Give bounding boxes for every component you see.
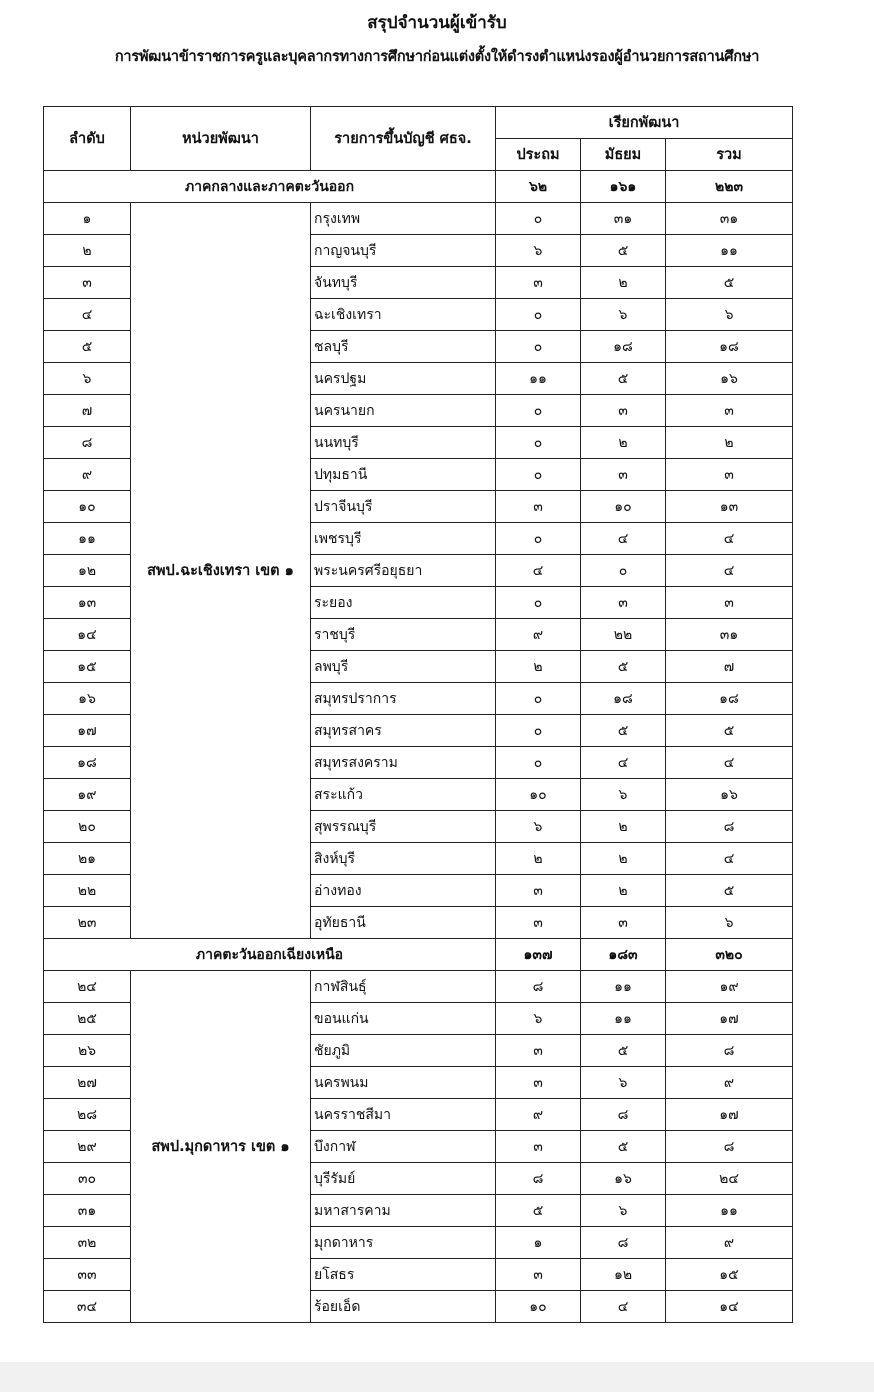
primary-count: ๐ bbox=[496, 203, 581, 235]
province-name: ยโสธร bbox=[311, 1259, 496, 1291]
total-count: ๕ bbox=[666, 715, 793, 747]
total-count: ๙ bbox=[666, 1067, 793, 1099]
secondary-count: ๑๒ bbox=[581, 1259, 666, 1291]
primary-count: ๙ bbox=[496, 1099, 581, 1131]
row-number: ๒๔ bbox=[44, 971, 131, 1003]
region-primary-total: ๑๓๗ bbox=[496, 939, 581, 971]
province-name: นครราชสีมา bbox=[311, 1099, 496, 1131]
primary-count: ๓ bbox=[496, 491, 581, 523]
secondary-count: ๖ bbox=[581, 779, 666, 811]
province-name: ราชบุรี bbox=[311, 619, 496, 651]
col-header-unit: หน่วยพัฒนา bbox=[131, 107, 311, 171]
row-number: ๑๙ bbox=[44, 779, 131, 811]
secondary-count: ๕ bbox=[581, 235, 666, 267]
primary-count: ๖ bbox=[496, 235, 581, 267]
secondary-count: ๖ bbox=[581, 299, 666, 331]
total-count: ๑๔ bbox=[666, 1291, 793, 1323]
col-header-primary: ประถม bbox=[496, 139, 581, 171]
secondary-count: ๑๑ bbox=[581, 971, 666, 1003]
row-number: ๑๒ bbox=[44, 555, 131, 587]
province-name: สมุทรปราการ bbox=[311, 683, 496, 715]
region-row bbox=[44, 939, 793, 971]
total-count: ๘ bbox=[666, 1035, 793, 1067]
row-number: ๓๔ bbox=[44, 1291, 131, 1323]
total-count: ๑๘ bbox=[666, 683, 793, 715]
total-count: ๔ bbox=[666, 555, 793, 587]
primary-count: ๒ bbox=[496, 651, 581, 683]
row-number: ๑๓ bbox=[44, 587, 131, 619]
total-count: ๘ bbox=[666, 1131, 793, 1163]
total-count: ๓๑ bbox=[666, 619, 793, 651]
secondary-count: ๒๒ bbox=[581, 619, 666, 651]
primary-count: ๐ bbox=[496, 331, 581, 363]
province-name: นนทบุรี bbox=[311, 427, 496, 459]
secondary-count: ๔ bbox=[581, 523, 666, 555]
primary-count: ๓ bbox=[496, 875, 581, 907]
province-name: สมุทรสงคราม bbox=[311, 747, 496, 779]
row-number: ๒๑ bbox=[44, 843, 131, 875]
province-name: สุพรรณบุรี bbox=[311, 811, 496, 843]
province-name: มุกดาหาร bbox=[311, 1227, 496, 1259]
primary-count: ๑๐ bbox=[496, 1291, 581, 1323]
page-subtitle: การพัฒนาข้าราชการครูและบุคลากรทางการศึกษาก่อนแต่งตั้งให้ดำรงตำแหน่งรองผู้อำนวยการสถานศึกษา bbox=[114, 49, 760, 65]
primary-count: ๐ bbox=[496, 459, 581, 491]
row-number: ๑๕ bbox=[44, 651, 131, 683]
province-name: ปราจีนบุรี bbox=[311, 491, 496, 523]
secondary-count: ๓ bbox=[581, 459, 666, 491]
province-name: กรุงเทพ bbox=[311, 203, 496, 235]
secondary-count: ๕ bbox=[581, 651, 666, 683]
row-number: ๔ bbox=[44, 299, 131, 331]
total-count: ๕ bbox=[666, 875, 793, 907]
secondary-count: ๔ bbox=[581, 1291, 666, 1323]
row-number: ๑๑ bbox=[44, 523, 131, 555]
primary-count: ๓ bbox=[496, 1035, 581, 1067]
row-number: ๓๐ bbox=[44, 1163, 131, 1195]
total-count: ๒ bbox=[666, 427, 793, 459]
region-secondary-total: ๑๘๓ bbox=[581, 939, 666, 971]
primary-count: ๐ bbox=[496, 395, 581, 427]
row-number: ๒๘ bbox=[44, 1099, 131, 1131]
province-name: บุรีรัมย์ bbox=[311, 1163, 496, 1195]
primary-count: ๐ bbox=[496, 715, 581, 747]
province-name: ร้อยเอ็ด bbox=[311, 1291, 496, 1323]
secondary-count: ๒ bbox=[581, 875, 666, 907]
total-count: ๔ bbox=[666, 523, 793, 555]
region-secondary-total: ๑๖๑ bbox=[581, 171, 666, 203]
province-name: ลพบุรี bbox=[311, 651, 496, 683]
table-row bbox=[44, 971, 793, 1003]
region-row bbox=[44, 171, 793, 203]
secondary-count: ๐ bbox=[581, 555, 666, 587]
secondary-count: ๒ bbox=[581, 267, 666, 299]
total-count: ๔ bbox=[666, 747, 793, 779]
total-count: ๑๑ bbox=[666, 235, 793, 267]
secondary-count: ๒ bbox=[581, 843, 666, 875]
secondary-count: ๖ bbox=[581, 1067, 666, 1099]
province-name: เพชรบุรี bbox=[311, 523, 496, 555]
total-count: ๓ bbox=[666, 395, 793, 427]
col-header-secondary: มัธยม bbox=[581, 139, 666, 171]
province-name: จันทบุรี bbox=[311, 267, 496, 299]
province-name: กาญจนบุรี bbox=[311, 235, 496, 267]
secondary-count: ๓ bbox=[581, 395, 666, 427]
total-count: ๑๑ bbox=[666, 1195, 793, 1227]
total-count: ๒๔ bbox=[666, 1163, 793, 1195]
row-number: ๑๖ bbox=[44, 683, 131, 715]
row-number: ๒๗ bbox=[44, 1067, 131, 1099]
row-number: ๓๓ bbox=[44, 1259, 131, 1291]
secondary-count: ๕ bbox=[581, 1131, 666, 1163]
secondary-count: ๑๘ bbox=[581, 331, 666, 363]
secondary-count: ๑๖ bbox=[581, 1163, 666, 1195]
secondary-count: ๔ bbox=[581, 747, 666, 779]
secondary-count: ๘ bbox=[581, 1099, 666, 1131]
total-count: ๑๕ bbox=[666, 1259, 793, 1291]
summary-table bbox=[43, 106, 793, 1323]
total-count: ๕ bbox=[666, 267, 793, 299]
page-bottom-strip bbox=[0, 1362, 874, 1392]
row-number: ๒๖ bbox=[44, 1035, 131, 1067]
province-name: สิงห์บุรี bbox=[311, 843, 496, 875]
province-name: มหาสารคาม bbox=[311, 1195, 496, 1227]
row-number: ๒๕ bbox=[44, 1003, 131, 1035]
primary-count: ๑ bbox=[496, 1227, 581, 1259]
total-count: ๑๖ bbox=[666, 363, 793, 395]
total-count: ๑๗ bbox=[666, 1099, 793, 1131]
primary-count: ๐ bbox=[496, 683, 581, 715]
total-count: ๓ bbox=[666, 587, 793, 619]
primary-count: ๐ bbox=[496, 587, 581, 619]
row-number: ๓ bbox=[44, 267, 131, 299]
secondary-count: ๘ bbox=[581, 1227, 666, 1259]
region-grand-total: ๒๒๓ bbox=[666, 171, 793, 203]
region-grand-total: ๓๒๐ bbox=[666, 939, 793, 971]
province-name: นครนายก bbox=[311, 395, 496, 427]
row-number: ๑๔ bbox=[44, 619, 131, 651]
province-name: บึงกาฬ bbox=[311, 1131, 496, 1163]
province-name: นครปฐม bbox=[311, 363, 496, 395]
secondary-count: ๑๘ bbox=[581, 683, 666, 715]
development-unit: สพป.ฉะเชิงเทรา เขต ๑ bbox=[131, 203, 311, 939]
row-number: ๖ bbox=[44, 363, 131, 395]
secondary-count: ๑๐ bbox=[581, 491, 666, 523]
province-name: ชัยภูมิ bbox=[311, 1035, 496, 1067]
primary-count: ๒ bbox=[496, 843, 581, 875]
primary-count: ๐ bbox=[496, 299, 581, 331]
total-count: ๖ bbox=[666, 907, 793, 939]
total-count: ๑๗ bbox=[666, 1003, 793, 1035]
secondary-count: ๒ bbox=[581, 811, 666, 843]
province-name: อุทัยธานี bbox=[311, 907, 496, 939]
province-name: สมุทรสาคร bbox=[311, 715, 496, 747]
total-count: ๘ bbox=[666, 811, 793, 843]
secondary-count: ๓๑ bbox=[581, 203, 666, 235]
region-name: ภาคตะวันออกเฉียงเหนือ bbox=[44, 939, 496, 971]
col-header-list: รายการขึ้นบัญชี ศธจ. bbox=[311, 107, 496, 171]
col-header-total: รวม bbox=[666, 139, 793, 171]
primary-count: ๐ bbox=[496, 747, 581, 779]
row-number: ๑๐ bbox=[44, 491, 131, 523]
primary-count: ๐ bbox=[496, 427, 581, 459]
region-primary-total: ๖๒ bbox=[496, 171, 581, 203]
row-number: ๕ bbox=[44, 331, 131, 363]
total-count: ๔ bbox=[666, 843, 793, 875]
primary-count: ๖ bbox=[496, 1003, 581, 1035]
primary-count: ๑๑ bbox=[496, 363, 581, 395]
total-count: ๗ bbox=[666, 651, 793, 683]
secondary-count: ๖ bbox=[581, 1195, 666, 1227]
primary-count: ๙ bbox=[496, 619, 581, 651]
secondary-count: ๕ bbox=[581, 715, 666, 747]
total-count: ๓ bbox=[666, 459, 793, 491]
secondary-count: ๑๑ bbox=[581, 1003, 666, 1035]
row-number: ๒๐ bbox=[44, 811, 131, 843]
primary-count: ๓ bbox=[496, 1067, 581, 1099]
primary-count: ๖ bbox=[496, 811, 581, 843]
secondary-count: ๓ bbox=[581, 587, 666, 619]
province-name: อ่างทอง bbox=[311, 875, 496, 907]
province-name: สระแก้ว bbox=[311, 779, 496, 811]
table-body bbox=[44, 171, 793, 1323]
row-number: ๓๑ bbox=[44, 1195, 131, 1227]
row-number: ๙ bbox=[44, 459, 131, 491]
province-name: ปทุมธานี bbox=[311, 459, 496, 491]
secondary-count: ๕ bbox=[581, 1035, 666, 1067]
province-name: ระยอง bbox=[311, 587, 496, 619]
primary-count: ๑๐ bbox=[496, 779, 581, 811]
row-number: ๘ bbox=[44, 427, 131, 459]
primary-count: ๘ bbox=[496, 1163, 581, 1195]
total-count: ๑๙ bbox=[666, 971, 793, 1003]
table-row bbox=[44, 203, 793, 235]
total-count: ๑๓ bbox=[666, 491, 793, 523]
secondary-count: ๓ bbox=[581, 907, 666, 939]
primary-count: ๓ bbox=[496, 907, 581, 939]
secondary-count: ๕ bbox=[581, 363, 666, 395]
total-count: ๖ bbox=[666, 299, 793, 331]
region-name: ภาคกลางและภาคตะวันออก bbox=[44, 171, 496, 203]
province-name: พระนครศรีอยุธยา bbox=[311, 555, 496, 587]
row-number: ๒๓ bbox=[44, 907, 131, 939]
development-unit: สพป.มุกดาหาร เขต ๑ bbox=[131, 971, 311, 1323]
primary-count: ๕ bbox=[496, 1195, 581, 1227]
total-count: ๓๑ bbox=[666, 203, 793, 235]
row-number: ๒ bbox=[44, 235, 131, 267]
province-name: กาฬสินธุ์ bbox=[311, 971, 496, 1003]
row-number: ๓๒ bbox=[44, 1227, 131, 1259]
primary-count: ๓ bbox=[496, 267, 581, 299]
row-number: ๒๙ bbox=[44, 1131, 131, 1163]
total-count: ๙ bbox=[666, 1227, 793, 1259]
total-count: ๑๘ bbox=[666, 331, 793, 363]
province-name: นครพนม bbox=[311, 1067, 496, 1099]
province-name: ฉะเชิงเทรา bbox=[311, 299, 496, 331]
col-header-no: ลำดับ bbox=[44, 107, 131, 171]
row-number: ๑๘ bbox=[44, 747, 131, 779]
primary-count: ๓ bbox=[496, 1131, 581, 1163]
col-header-called: เรียกพัฒนา bbox=[496, 107, 793, 139]
row-number: ๑ bbox=[44, 203, 131, 235]
primary-count: ๐ bbox=[496, 523, 581, 555]
province-name: ขอนแก่น bbox=[311, 1003, 496, 1035]
header-row-1 bbox=[44, 107, 793, 139]
row-number: ๗ bbox=[44, 395, 131, 427]
secondary-count: ๒ bbox=[581, 427, 666, 459]
province-name: ชลบุรี bbox=[311, 331, 496, 363]
page-title: สรุปจำนวนผู้เข้ารับ bbox=[367, 13, 507, 33]
row-number: ๒๒ bbox=[44, 875, 131, 907]
total-count: ๑๖ bbox=[666, 779, 793, 811]
primary-count: ๔ bbox=[496, 555, 581, 587]
primary-count: ๓ bbox=[496, 1259, 581, 1291]
row-number: ๑๗ bbox=[44, 715, 131, 747]
primary-count: ๘ bbox=[496, 971, 581, 1003]
